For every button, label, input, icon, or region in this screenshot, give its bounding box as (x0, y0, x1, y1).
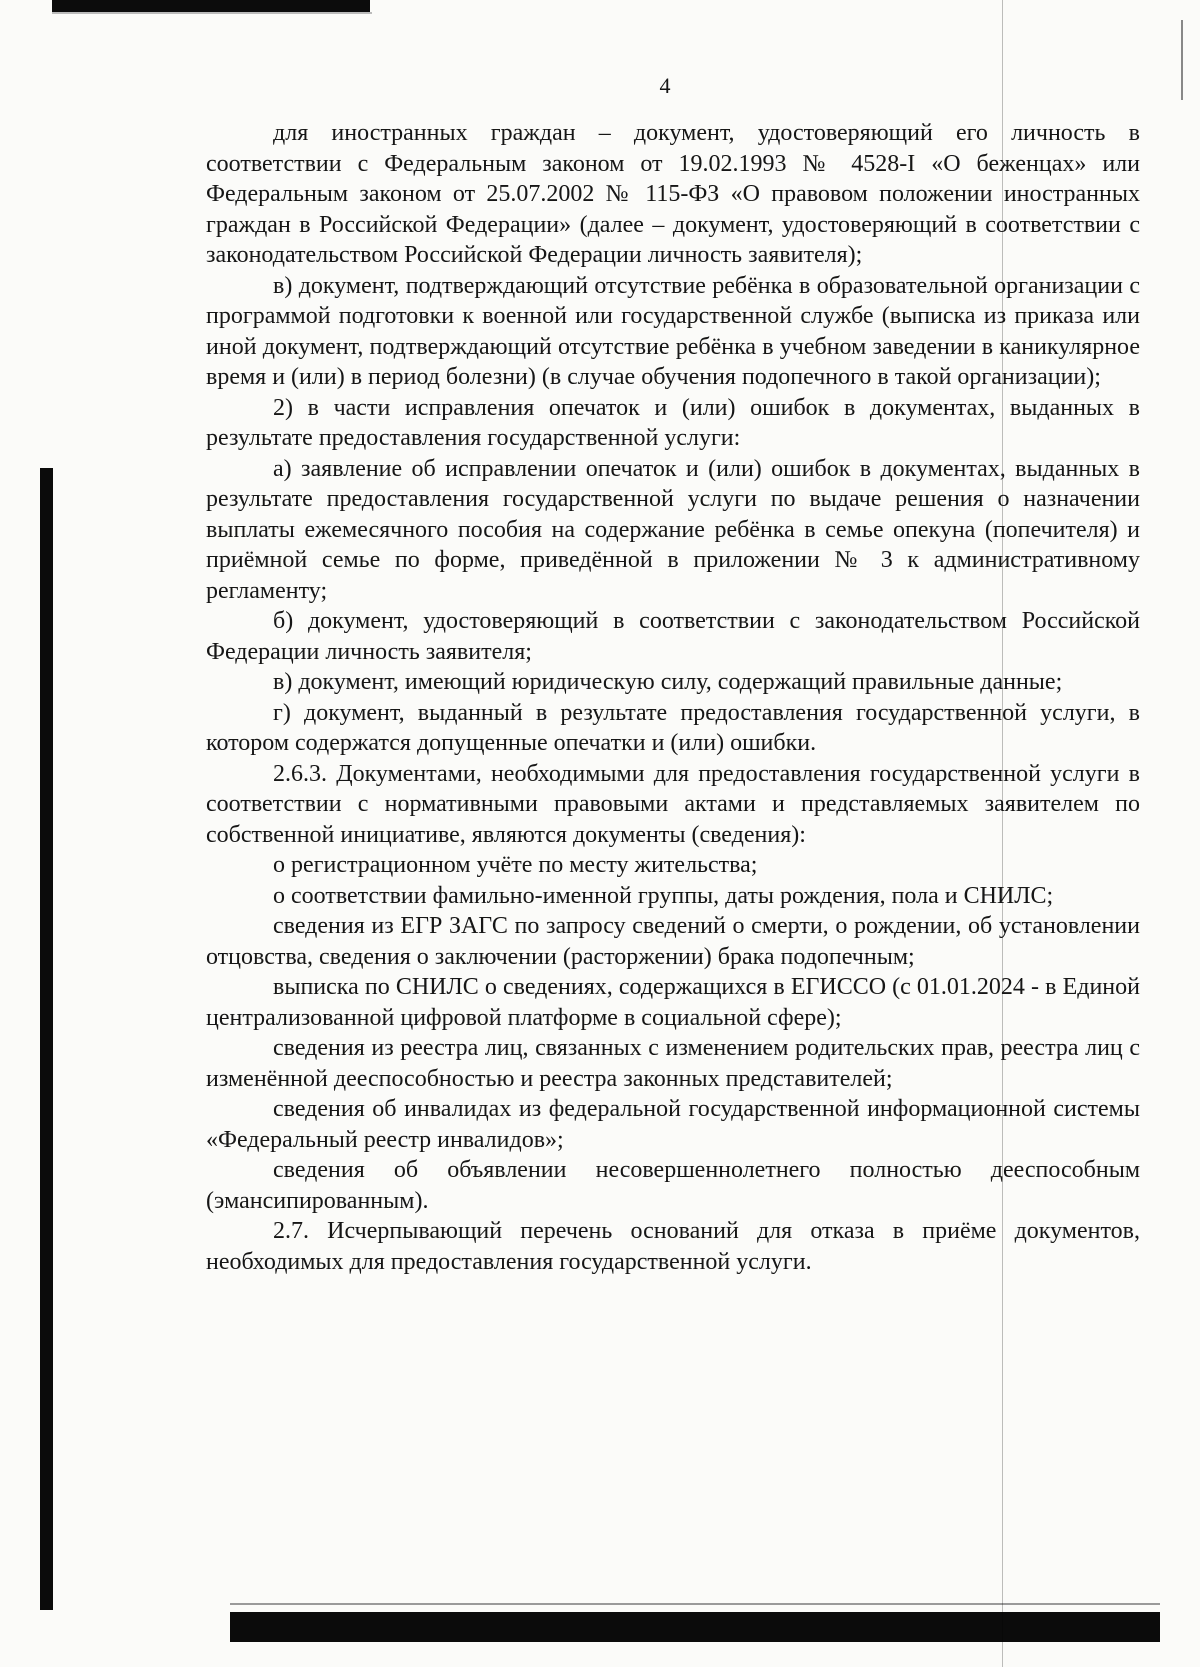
paragraph: 2.7. Исчерпывающий перечень оснований для отказа в приёме документов, необходимых для предоставления государственной услуги. (206, 1218, 1140, 1275)
paragraph: для иностранных граждан – документ, удостоверяющий его личность в соответствии с Федеральным законом от 19.02.1993 № 4528-I «О беженцах» или Федеральным законом от 25.07.2002 № 115-ФЗ «О правовом положении иностранных граждан в Российской Федерации» (далее – документ, удостоверяющий в соответствии с законодательством Российской Федерации личность заявителя); (206, 120, 1140, 268)
scan-shadow-left (40, 468, 53, 1610)
paragraph: г) документ, выданный в результате предоставления государственной услуги, в котором содержатся допущенные опечатки и (или) ошибки. (206, 699, 1140, 756)
document-body (206, 118, 1140, 1277)
scan-shadow-top (52, 0, 370, 12)
paragraph: в) документ, подтверждающий отсутствие ребёнка в образовательной организации с программой подготовки к военной или государственной службе (выписка из приказа или иной документ, подтверждающий отсутствие ребёнка в учебном заведении в каникулярное время и (или) в период болезни) (в случае обучения подопечного в такой организации); (206, 272, 1140, 390)
scan-shadow-bottom (230, 1612, 1160, 1642)
paragraph: о соответствии фамильно-именной группы, даты рождения, пола и СНИЛС; (273, 882, 1054, 909)
paragraph: сведения из реестра лиц, связанных с изменением родительских прав, реестра лиц с изменённой дееспособностью и реестра законных представителей; (206, 1035, 1140, 1092)
scan-line-top (52, 12, 372, 14)
scan-line-bottom (230, 1603, 1160, 1605)
paragraph: в) документ, имеющий юридическую силу, содержащий правильные данные; (273, 669, 1063, 695)
paragraph: 2) в части исправления опечаток и (или) ошибок в документах, выданных в результате предоставления государственной услуги: (206, 394, 1140, 451)
paragraph: сведения об объявлении несовершеннолетнего полностью дееспособным (эмансипированным). (206, 1157, 1140, 1214)
paragraph: а) заявление об исправлении опечаток и (или) ошибок в документах, выданных в результате предоставления государственной услуги по выдаче решения о назначении выплаты ежемесячного пособия на содержание ребёнка в семье опекуна (попечителя) и приёмной семье по форме, приведённой в приложении № 3 к административному регламенту; (206, 455, 1140, 604)
paragraph: 2.6.3. Документами, необходимыми для предоставления государственной услуги в соответствии с нормативными правовыми актами и представляемых заявителем по собственной инициативе, являются документы (сведения): (206, 760, 1140, 848)
paragraph: сведения об инвалидах из федеральной государственной информационной системы «Федеральный реестр инвалидов»; (206, 1096, 1140, 1153)
page-number: 4 (659, 73, 671, 98)
paragraph: сведения из ЕГР ЗАГС по запросу сведений о смерти, о рождении, об установлении отцовства, сведения о заключении (расторжении) брака подопечным; (206, 913, 1140, 970)
paragraph: о регистрационном учёте по месту жительства; (273, 852, 758, 878)
paragraph: б) документ, удостоверяющий в соответствии с законодательством Российской Федерации личность заявителя; (206, 608, 1140, 665)
paragraph: выписка по СНИЛС о сведениях, содержащихся в ЕГИССО (с 01.01.2024 - в Единой централизованной цифровой платформе в социальной сфере); (206, 974, 1140, 1031)
